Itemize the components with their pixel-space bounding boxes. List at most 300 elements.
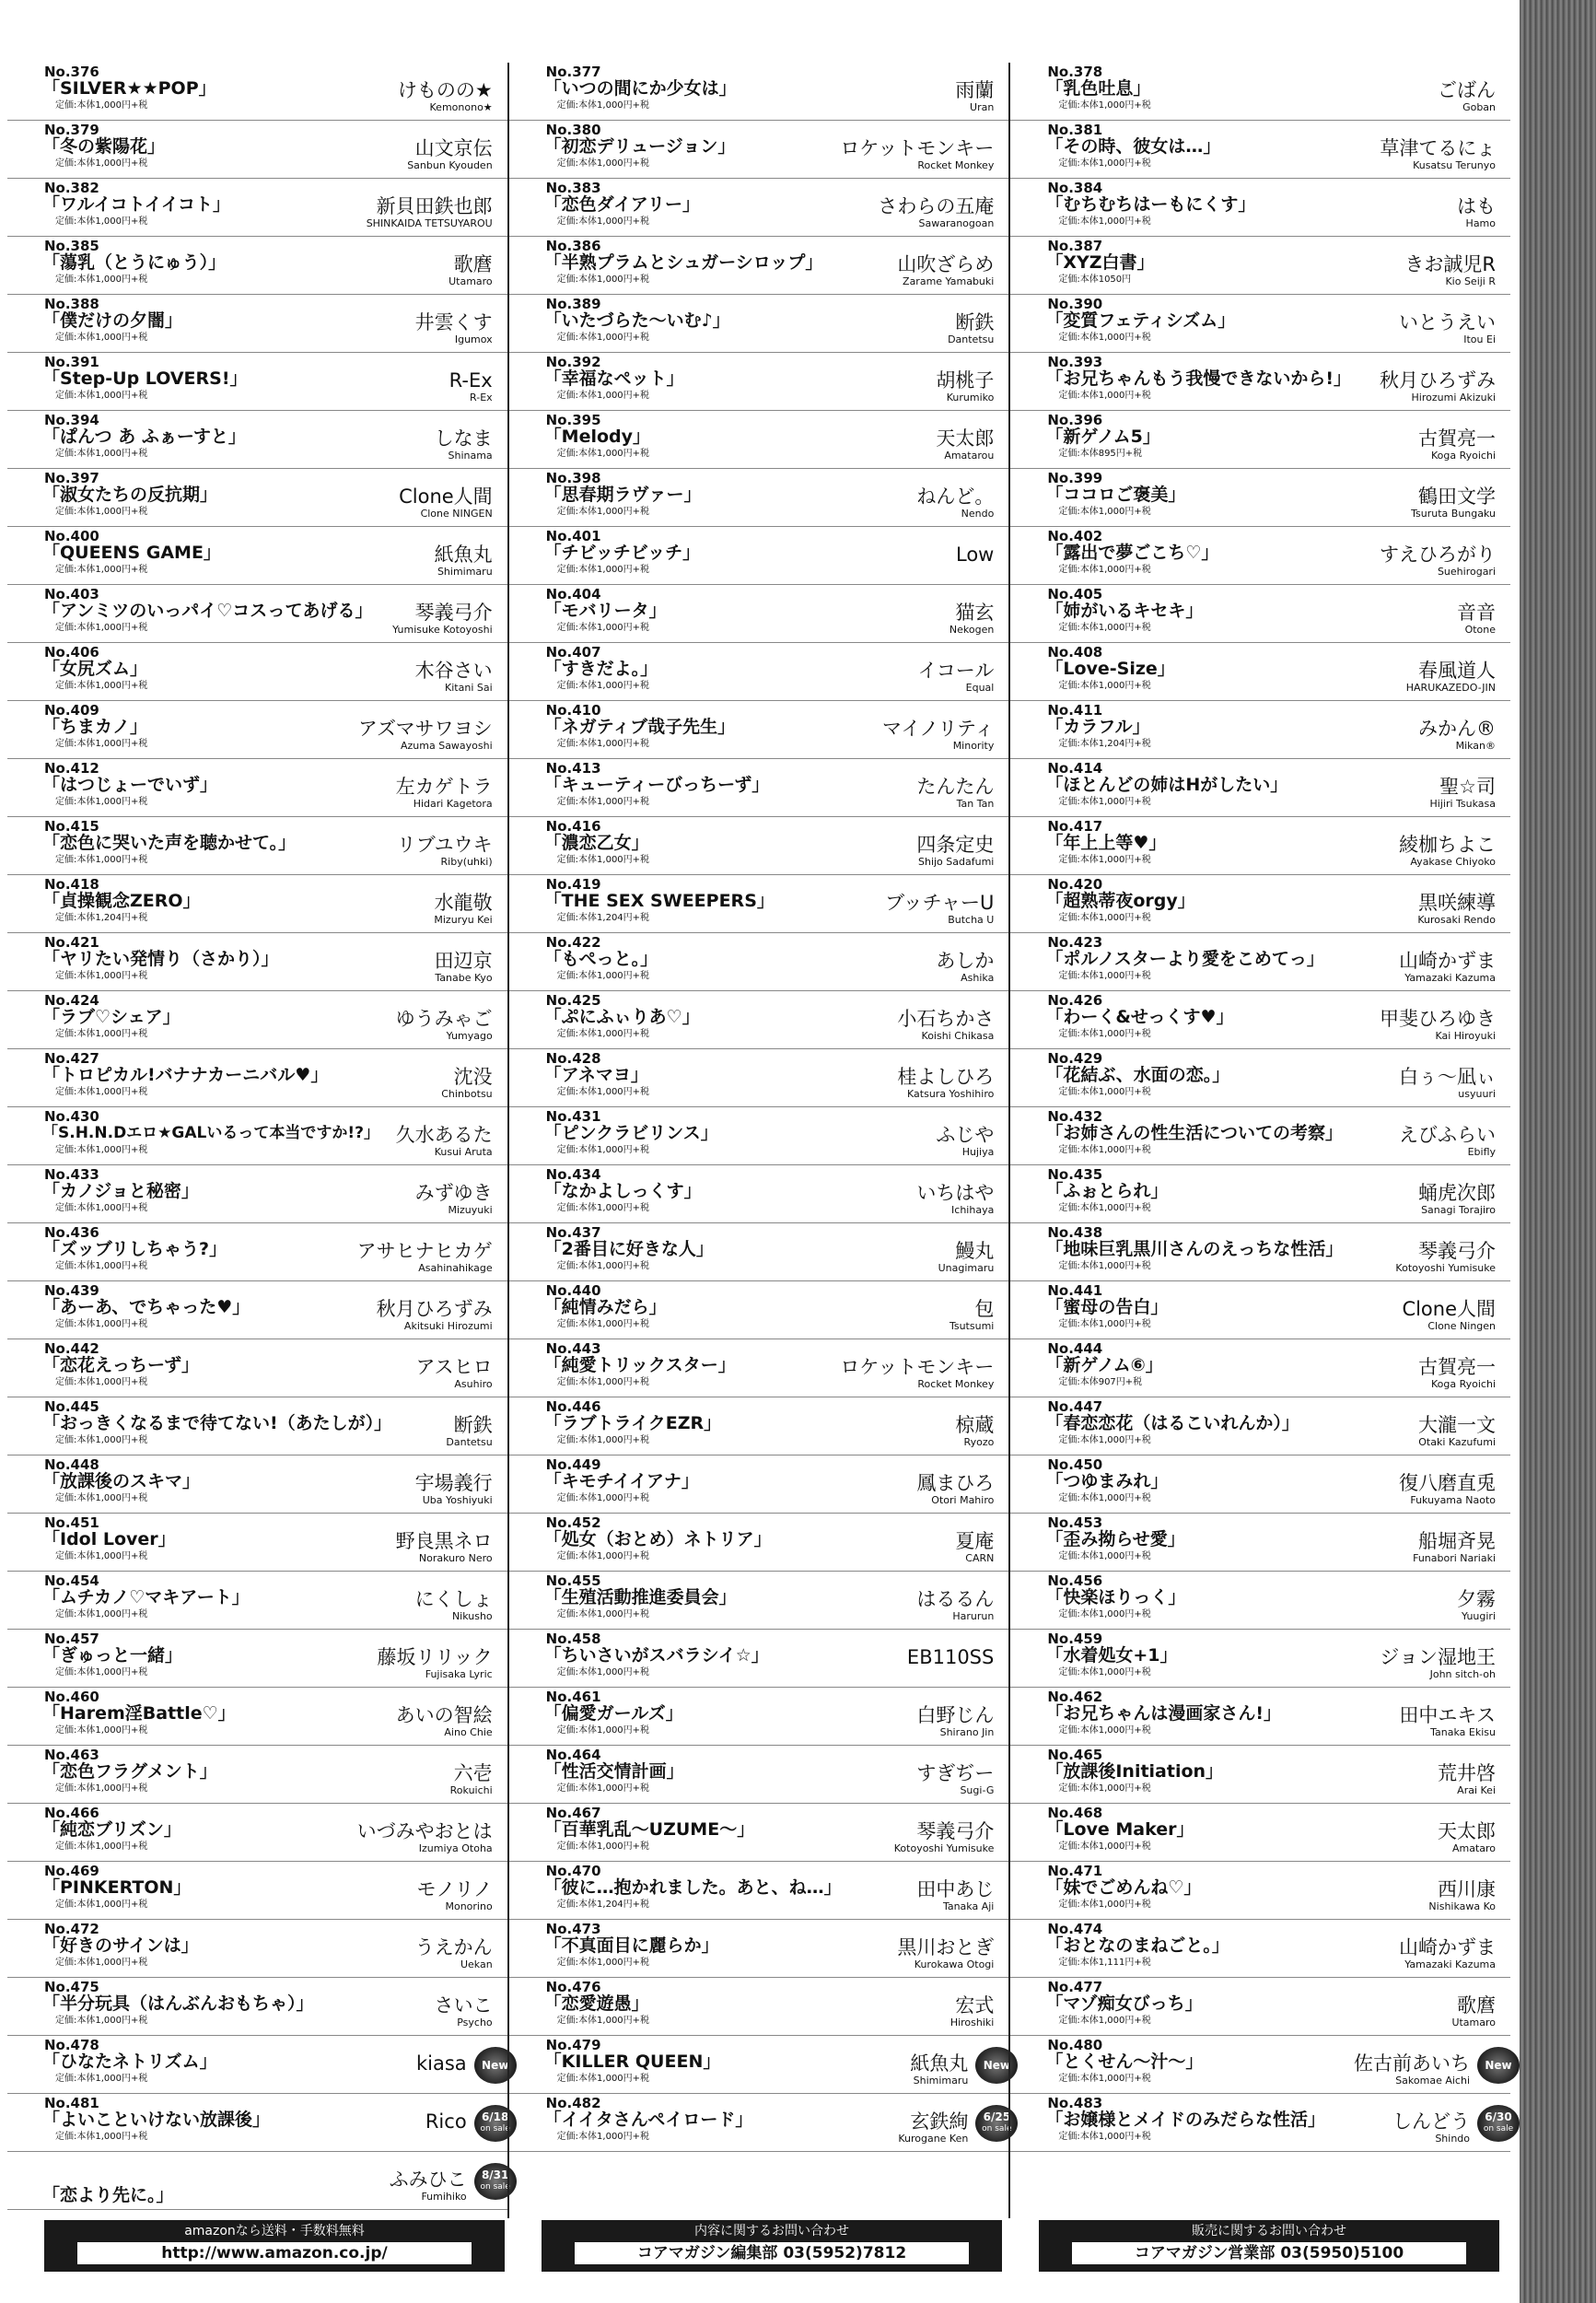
book-author: はも (1457, 195, 1497, 217)
book-title: 「はつじょーでいず」 (42, 775, 218, 795)
book-entry (7, 411, 507, 469)
book-title: 「露出で夢ごこち♡」 (1045, 543, 1219, 563)
book-title: 「ピンクラビリンス」 (543, 1123, 718, 1143)
badge-sublabel: on sale (982, 2124, 1012, 2133)
book-title: 「快楽ほりっく」 (1045, 1587, 1186, 1607)
book-author: 宇場義行 (414, 1472, 493, 1494)
book-author: 沈没 (453, 1066, 493, 1088)
book-entry (1010, 63, 1510, 121)
book-price: 定価:本体1,000円+税 (1058, 855, 1151, 865)
book-entry (1010, 1862, 1510, 1920)
book-number: No.475 (44, 1979, 99, 1995)
book-author-romaji: Sakomae Aichi (1395, 2075, 1471, 2087)
book-number: No.478 (44, 2037, 99, 2053)
book-price: 定価:本体1,000円+税 (556, 1551, 650, 1561)
book-author: 草津てるにょ (1380, 137, 1497, 159)
book-entry (1010, 1688, 1510, 1746)
book-author-romaji: Tanaka Aji (942, 1900, 995, 1912)
book-entry (1010, 1746, 1510, 1804)
book-entry (7, 1804, 507, 1862)
book-author: EB110SS (906, 1646, 995, 1668)
book-price: 定価:本体1,000円+税 (556, 1087, 650, 1097)
book-title: 「半分玩具（はんぶんおもちゃ）」 (42, 1993, 314, 2014)
book-price: 定価:本体1,000円+税 (55, 2132, 148, 2142)
book-author: あしか (936, 950, 995, 972)
book-price: 定価:本体1,000円+税 (55, 855, 148, 865)
book-price: 定価:本体1,000円+税 (55, 971, 148, 981)
book-author: 綾枷ちよこ (1399, 834, 1497, 856)
sales-contact-box (1039, 2220, 1499, 2272)
book-author-romaji: Riby(uhki) (440, 856, 493, 868)
book-title: 「Harem淫Battle♡」 (42, 1703, 236, 1724)
book-price: 定価:本体1,000円+税 (55, 1203, 148, 1213)
book-number: No.389 (545, 296, 601, 312)
book-title: 「ポルノスターより愛をこめてっ」 (1045, 949, 1324, 969)
book-author: 白野じん (916, 1704, 995, 1726)
book-entry (7, 353, 507, 411)
book-number: No.384 (1047, 180, 1103, 196)
book-author: はるるん (916, 1588, 995, 1610)
book-author: さいこ (434, 1994, 493, 2017)
book-author-romaji: Ichihaya (951, 1204, 995, 1216)
book-price: 定価:本体1,000円+税 (1058, 971, 1151, 981)
book-title: 「恋色フラグメント」 (42, 1761, 217, 1782)
book-price: 定価:本体1,000円+税 (1058, 1435, 1151, 1445)
book-entry (509, 353, 1009, 411)
book-title: 「ヤリたい発情り（さかり）」 (42, 949, 279, 969)
book-title: 「姉がいるキセキ」 (1045, 601, 1204, 621)
book-entry (1010, 527, 1510, 585)
book-title: 「つゆまみれ」 (1045, 1471, 1169, 1491)
book-title: 「放課後Initiation」 (1045, 1761, 1224, 1782)
book-author: アサヒナヒカゲ (356, 1240, 493, 1262)
book-title: 「恋愛遊愚」 (543, 1993, 649, 2014)
book-author: 佐古前あいち (1354, 2052, 1471, 2075)
book-author: 甲斐ひろゆき (1380, 1008, 1497, 1030)
book-author: 椋蔵 (955, 1414, 995, 1436)
book-entry (7, 1397, 507, 1455)
book-author-romaji: Sawaranogoan (918, 217, 995, 229)
book-price: 定価:本体1,000円+税 (1058, 2132, 1151, 2142)
book-title: 「ちまカノ」 (42, 717, 148, 737)
badge-label: New (1485, 2058, 1512, 2072)
book-price: 定価:本体907円+税 (1058, 1377, 1143, 1387)
book-price: 定価:本体1,000円+税 (55, 1319, 148, 1329)
book-price: 定価:本体1,000円+税 (55, 449, 148, 459)
book-title: 「ラブトライクEZR」 (543, 1413, 722, 1433)
book-price: 定価:本体1,000円+税 (556, 158, 650, 169)
book-number: No.415 (44, 818, 99, 835)
book-title: 「Love Maker」 (1045, 1819, 1194, 1840)
book-number: No.405 (1047, 586, 1103, 602)
book-author: 天太郎 (1438, 1820, 1497, 1842)
book-price: 定価:本体1,000円+税 (1058, 913, 1151, 923)
book-title: 「乳色吐息」 (1045, 78, 1151, 99)
book-price: 定価:本体1,000円+税 (1058, 1783, 1151, 1794)
book-author-romaji: Ebifly (1467, 1146, 1497, 1158)
book-author-romaji: Kai Hiroyuki (1435, 1030, 1497, 1042)
book-author: ふみひこ (389, 2169, 467, 2191)
book-title: 「百華乳乱〜UZUME〜」 (543, 1819, 755, 1840)
book-title: 「アネマヨ」 (543, 1065, 648, 1085)
book-author: みかん® (1418, 718, 1497, 740)
book-author-romaji: Sanbun Kyouden (407, 159, 493, 171)
book-price: 定価:本体1,000円+税 (556, 1493, 650, 1503)
book-number: No.391 (44, 354, 99, 370)
book-author-romaji: Nendo (961, 508, 995, 520)
book-number: No.398 (545, 470, 601, 486)
book-price: 定価:本体1,000円+税 (556, 1667, 650, 1678)
book-number: No.394 (44, 412, 99, 428)
book-author: 黒川おとぎ (897, 1936, 995, 1958)
book-number: No.468 (1047, 1805, 1103, 1821)
book-price: 定価:本体1,000円+税 (1058, 507, 1151, 517)
book-author: 桂よしひろ (897, 1066, 995, 1088)
book-title: 「Melody」 (543, 427, 651, 447)
book-entry (7, 1165, 507, 1223)
book-author-romaji: John sitch-oh (1429, 1668, 1497, 1680)
book-price: 定価:本体1,000円+税 (556, 1609, 650, 1619)
book-number: No.452 (545, 1514, 601, 1531)
book-title: 「歪み拗らせ愛」 (1045, 1529, 1185, 1549)
book-title: 「ちいさいがスバラシイ☆」 (543, 1645, 769, 1666)
book-number: No.433 (44, 1166, 99, 1183)
book-author: 西川康 (1438, 1878, 1497, 1900)
book-price: 定価:本体1,000円+税 (1058, 1145, 1151, 1155)
book-title: 「もぺっと。」 (543, 949, 658, 969)
book-author-romaji: Kitani Sai (445, 682, 493, 694)
book-title: 「蕩乳（とうにゅう）」 (42, 252, 227, 273)
book-author-romaji: Shijo Sadafumi (917, 856, 995, 868)
book-number: No.409 (44, 702, 99, 719)
book-author-romaji: Itou Ei (1463, 333, 1497, 345)
book-number: No.467 (545, 1805, 601, 1821)
book-price: 定価:本体1,000円+税 (556, 2074, 650, 2084)
book-author-romaji: Sanagi Torajiro (1421, 1204, 1497, 1216)
book-entry (1010, 1281, 1510, 1339)
book-author: しんどう (1392, 2110, 1471, 2133)
book-title: 「トロピカル!バナナカーニバル♥」 (42, 1065, 329, 1085)
book-title: 「水着処女+1」 (1045, 1645, 1178, 1666)
book-author: 秋月ひろずみ (1380, 369, 1497, 392)
book-author-romaji: Suehirogari (1437, 566, 1497, 578)
book-title: 「QUEENS GAME」 (42, 543, 221, 563)
book-title: 「ネガティブ哉子先生」 (543, 717, 736, 737)
book-price: 定価:本体1,000円+税 (55, 100, 148, 111)
book-author: 包 (974, 1298, 995, 1320)
book-author: 水龍敬 (434, 892, 493, 914)
book-title: 「恋より先に。」 (42, 2185, 174, 2205)
book-author-romaji: Aino Chie (444, 1726, 493, 1738)
book-entry (7, 585, 507, 643)
book-number: No.429 (1047, 1050, 1103, 1067)
amazon-url[interactable]: http://www.amazon.co.jp/ (77, 2242, 472, 2264)
badge-sublabel: on sale (480, 2124, 510, 2133)
book-author: ゆうみゃご (395, 1008, 493, 1030)
book-price: 定価:本体1,000円+税 (1058, 623, 1151, 633)
book-number: No.465 (1047, 1747, 1103, 1763)
book-author-romaji: Monorino (445, 1900, 493, 1912)
book-author: にくしょ (414, 1588, 493, 1610)
book-number: No.461 (545, 1689, 601, 1705)
book-author-romaji: Asuhiro (454, 1378, 493, 1390)
book-number: No.449 (545, 1456, 601, 1473)
book-number: No.451 (44, 1514, 99, 1531)
book-entry (1010, 2036, 1510, 2094)
book-author: みずゆき (414, 1182, 493, 1204)
book-author-romaji: Arai Kei (1457, 1784, 1497, 1796)
book-price: 定価:本体1,000円+税 (55, 1609, 148, 1619)
book-author-romaji: Butcha U (948, 914, 995, 926)
book-number: No.413 (545, 760, 601, 777)
book-entry (7, 1223, 507, 1281)
book-entry (7, 1688, 507, 1746)
book-author: ロケットモンキー (840, 137, 995, 159)
book-price: 定価:本体1,204円+税 (556, 1900, 650, 1910)
book-entry (509, 991, 1009, 1049)
book-price: 定価:本体1,000円+税 (556, 1145, 650, 1155)
book-title: 「冬の紫陽花」 (42, 136, 166, 157)
page-edge-binding (1520, 0, 1596, 2303)
book-number: No.400 (44, 528, 99, 544)
book-price: 定価:本体1,000円+税 (55, 1958, 148, 1968)
book-title: 「新ゲノム⑥」 (1045, 1355, 1163, 1375)
book-title: 「カラフル」 (1045, 717, 1150, 737)
book-author: 春風道人 (1418, 660, 1497, 682)
book-entry (509, 1397, 1009, 1455)
book-author-romaji: Hirozumi Akizuki (1411, 392, 1497, 403)
book-author-romaji: usyuuri (1458, 1088, 1497, 1100)
book-entry (7, 121, 507, 179)
book-entry (509, 1455, 1009, 1514)
book-price: 定価:本体1,000円+税 (55, 681, 148, 691)
book-number: No.416 (545, 818, 601, 835)
book-title: 「とくせん〜汁〜」 (1045, 2052, 1204, 2072)
book-entry (7, 1514, 507, 1572)
book-author: きお誠児R (1404, 253, 1497, 275)
book-title: 「妹でごめんね♡」 (1045, 1877, 1202, 1898)
book-entry (1010, 1049, 1510, 1107)
book-number: No.385 (44, 238, 99, 254)
book-number: No.426 (1047, 992, 1103, 1009)
book-price: 定価:本体1,000円+税 (55, 1261, 148, 1271)
book-author-romaji: CARN (965, 1552, 995, 1564)
book-author-romaji: Mikan® (1455, 740, 1497, 752)
book-title: 「カノジョと秘密」 (42, 1181, 199, 1201)
book-entry (1010, 295, 1510, 353)
book-author-romaji: Zarame Yamabuki (903, 275, 995, 287)
book-author: しなま (434, 427, 493, 450)
book-price: 定価:本体1,000円+税 (556, 216, 650, 227)
book-entry (1010, 1339, 1510, 1397)
book-author-romaji: Shinama (448, 450, 493, 462)
book-author: 鶴田文学 (1418, 485, 1497, 508)
book-author: ふじや (936, 1124, 995, 1146)
book-title: 「変質フェティシズム」 (1045, 310, 1236, 331)
book-title: 「よいこといけない放課後」 (42, 2110, 271, 2130)
book-price: 定価:本体1050円 (1058, 275, 1132, 285)
book-entry (1010, 701, 1510, 759)
book-price: 定価:本体1,000円+税 (556, 275, 650, 285)
book-author: えびふらい (1399, 1124, 1497, 1146)
book-author: 山崎かずま (1399, 950, 1497, 972)
book-entry (7, 527, 507, 585)
book-number: No.403 (44, 586, 99, 602)
book-price: 定価:本体1,000円+税 (1058, 1493, 1151, 1503)
book-title: 「恋色ダイアリー」 (543, 194, 700, 215)
book-number: No.397 (44, 470, 99, 486)
book-number: No.417 (1047, 818, 1103, 835)
book-price: 定価:本体1,000円+税 (556, 449, 650, 459)
book-entry (7, 1339, 507, 1397)
book-author: ジョン湿地王 (1380, 1646, 1497, 1668)
book-title: 「お兄ちゃんもう我慢できないから!」 (1045, 368, 1352, 389)
book-author-romaji: Koga Ryoichi (1430, 1378, 1497, 1390)
book-title: 「ほとんどの姉はHがしたい」 (1045, 775, 1288, 795)
book-author-romaji: Clone Ningen (1427, 1320, 1497, 1332)
book-number: No.380 (545, 122, 601, 138)
book-number: No.404 (545, 586, 601, 602)
book-author: 胡桃子 (936, 369, 995, 392)
book-author: 蛹虎次郎 (1418, 1182, 1497, 1204)
book-title: 「すきだよ。」 (543, 659, 658, 679)
book-author: アスヒロ (415, 1356, 493, 1378)
book-number: No.379 (44, 122, 99, 138)
book-number: No.439 (44, 1282, 99, 1299)
book-title: 「S.H.N.Dエロ★GALいるって本当ですか!?」 (42, 1124, 379, 1142)
book-entry (7, 469, 507, 527)
book-author: 黒咲練導 (1418, 892, 1497, 914)
book-author: 雨蘭 (955, 79, 995, 101)
book-number: No.425 (545, 992, 601, 1009)
book-title: 「地味巨乳黒川さんのえっちな性活」 (1045, 1239, 1344, 1259)
book-author-romaji: Tsuruta Bungaku (1411, 508, 1497, 520)
book-author-romaji: Fumihiko (421, 2191, 467, 2203)
book-author-romaji: Equal (965, 682, 995, 694)
book-author-romaji: Chinbotsu (441, 1088, 493, 1100)
book-title: 「キモチイイアナ」 (543, 1471, 699, 1491)
book-entry (1010, 1804, 1510, 1862)
book-price: 定価:本体1,000円+税 (55, 1841, 148, 1852)
book-author: 秋月ひろずみ (376, 1298, 493, 1320)
book-entry (7, 1920, 507, 1978)
book-author-romaji: Yamazaki Kazuma (1404, 1958, 1497, 1970)
book-number: No.382 (44, 180, 99, 196)
book-title: 「アンミツのいっパイ♡コスってあげる」 (42, 601, 373, 621)
book-number: No.440 (545, 1282, 601, 1299)
book-author-romaji: Shimimaru (437, 566, 493, 578)
book-author-romaji: Rocket Monkey (917, 1378, 995, 1390)
book-author: モノリノ (416, 1878, 493, 1900)
book-price: 定価:本体1,000円+税 (556, 681, 650, 691)
book-author: 山吹ざらめ (897, 253, 995, 275)
book-title: 「不真面目に麗らか」 (543, 1935, 719, 1956)
book-author-romaji: Ashika (961, 972, 995, 984)
book-price: 定価:本体1,000円+税 (556, 739, 650, 749)
book-author-romaji: Nekogen (949, 624, 995, 636)
book-price: 定価:本体1,000円+税 (55, 1377, 148, 1387)
book-number: No.472 (44, 1921, 99, 1937)
book-author-romaji: Hiroshiki (949, 2017, 995, 2028)
catalog-column-1 (7, 63, 510, 2218)
book-price: 定価:本体1,000円+税 (1058, 681, 1151, 691)
contact-footer (44, 2220, 1536, 2274)
book-author-romaji: Nishikawa Ko (1428, 1900, 1497, 1912)
book-entry (7, 1630, 507, 1688)
book-entry (509, 411, 1009, 469)
book-title: 「ズッブリしちゃう?」 (42, 1239, 227, 1259)
book-number: No.424 (44, 992, 99, 1009)
book-number: No.470 (545, 1863, 601, 1879)
book-price: 定価:本体1,000円+税 (1058, 100, 1151, 111)
book-title: 「生殖活動推進委員会」 (543, 1587, 737, 1607)
book-author-romaji: Ayakase Chiyoko (1410, 856, 1497, 868)
book-author-romaji: Nikusho (451, 1610, 493, 1622)
book-entry (7, 1862, 507, 1920)
book-entry (7, 1746, 507, 1804)
book-price: 定価:本体1,000円+税 (55, 1435, 148, 1445)
book-author-romaji: Kotoyoshi Yumisuke (893, 1842, 995, 1854)
book-title: 「ひなたネトリズム」 (42, 2052, 217, 2072)
book-author: さわらの五庵 (878, 195, 995, 217)
book-author: 六壱 (453, 1762, 493, 1784)
book-number: No.399 (1047, 470, 1103, 486)
book-author: kiasa (415, 2052, 467, 2075)
book-entry (7, 2036, 507, 2094)
book-number: No.432 (1047, 1108, 1103, 1125)
book-price: 定価:本体1,000円+税 (55, 507, 148, 517)
book-entry (509, 1978, 1009, 2036)
book-entry (1010, 469, 1510, 527)
book-price: 定価:本体1,000円+税 (55, 739, 148, 749)
book-title: 「いたづらた〜いむ♪」 (543, 310, 730, 331)
book-entry (7, 643, 507, 701)
book-entry (509, 179, 1009, 237)
book-price: 定価:本体1,000円+税 (1058, 1203, 1151, 1213)
book-author: いとうえい (1399, 311, 1497, 333)
book-number: No.456 (1047, 1572, 1103, 1589)
book-price: 定価:本体1,000円+税 (556, 855, 650, 865)
book-author: 夕霧 (1457, 1588, 1497, 1610)
book-author: アズマサワヨシ (357, 718, 493, 740)
book-price: 定価:本体1,000円+税 (556, 1435, 650, 1445)
book-author: 木谷さい (414, 660, 493, 682)
book-author: 天太郎 (936, 427, 995, 450)
badge-label: 8/31 (481, 2169, 509, 2181)
book-title: 「恋色に哭いた声を聴かせて。」 (42, 833, 297, 853)
book-author: 断鉄 (955, 311, 995, 333)
book-price: 定価:本体1,000円+税 (1058, 1029, 1151, 1039)
book-number: No.454 (44, 1572, 99, 1589)
book-number: No.450 (1047, 1456, 1103, 1473)
book-title: 「初恋デリュージョン」 (543, 136, 736, 157)
book-author: 紙魚丸 (434, 544, 493, 566)
book-entry (509, 121, 1009, 179)
book-number: No.476 (545, 1979, 601, 1995)
book-number: No.477 (1047, 1979, 1103, 1995)
book-author-romaji: Uran (970, 101, 995, 113)
catalog-column-2 (507, 63, 1012, 2218)
book-entry (1010, 759, 1510, 817)
book-title: 「純恋ブリズン」 (42, 1819, 181, 1840)
book-author-romaji: Otone (1464, 624, 1497, 636)
book-number: No.401 (545, 528, 601, 544)
book-author: R-Ex (449, 369, 493, 392)
book-author-romaji: Amatarou (944, 450, 995, 462)
book-title: 「純愛トリックスター」 (543, 1355, 736, 1375)
book-entry (7, 237, 507, 295)
book-entry (509, 1630, 1009, 1688)
